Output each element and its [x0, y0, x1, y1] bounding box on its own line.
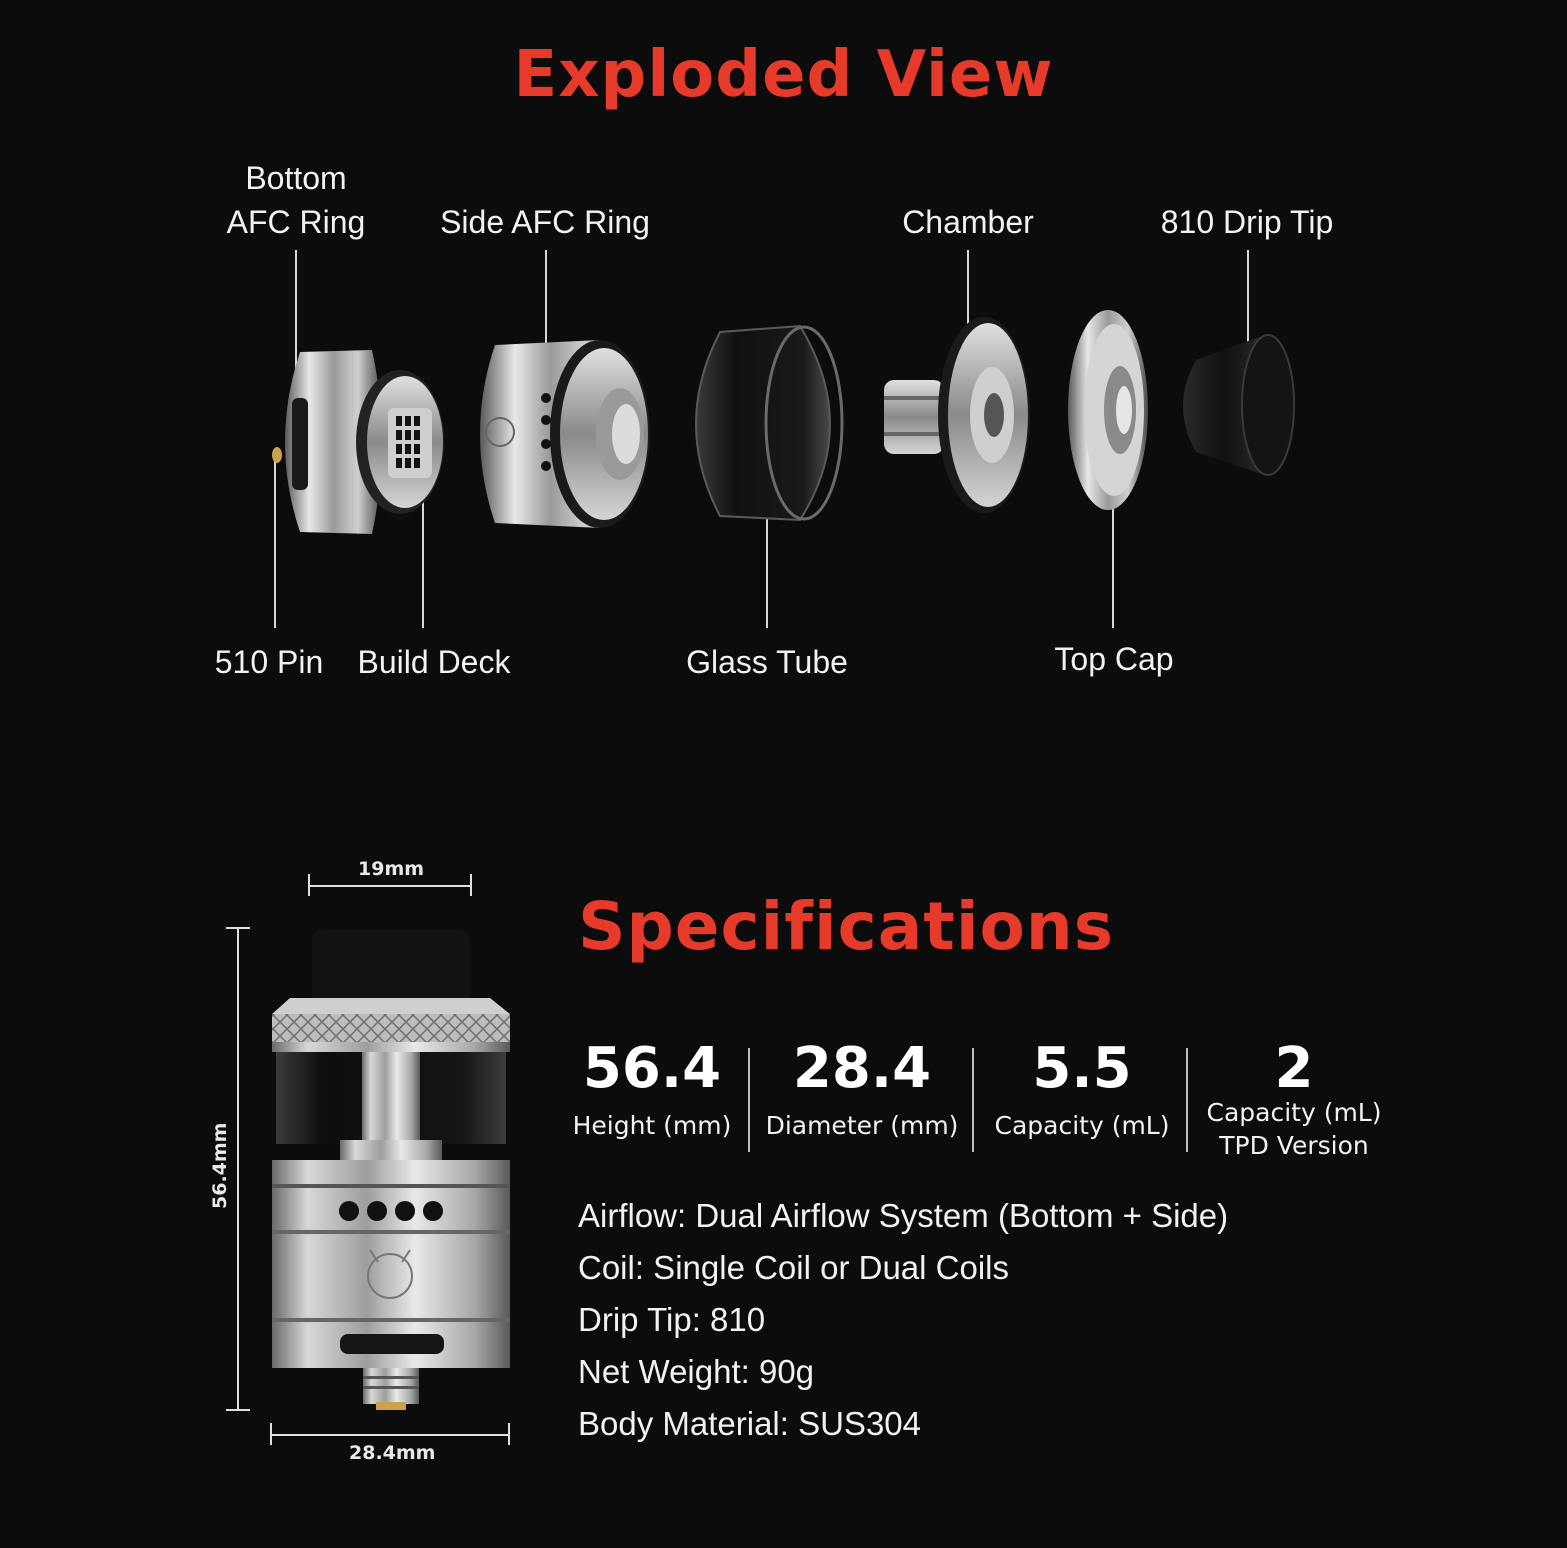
- dim-top-width-label: 19mm: [358, 858, 425, 880]
- stat-divider-1: [748, 1048, 750, 1152]
- label-top-cap: Top Cap: [1054, 641, 1174, 677]
- stat-capacity-value: 5.5: [1032, 1036, 1132, 1101]
- spec-body-material: Body Material: SUS304: [578, 1405, 922, 1442]
- stat-tpd-capacity-caption-line2: TPD Version: [1219, 1131, 1369, 1160]
- specifications-title: Specifications: [578, 888, 1115, 965]
- stat-capacity-caption: Capacity (mL): [994, 1111, 1170, 1140]
- spec-drip-tip: Drip Tip: 810: [578, 1301, 766, 1338]
- stat-divider-3: [1186, 1048, 1188, 1152]
- stat-divider-2: [972, 1048, 974, 1152]
- label-510-pin: 510 Pin: [214, 644, 324, 680]
- label-bottom-afc-ring-line2: AFC Ring: [226, 204, 366, 240]
- dim-height-label: 56.4mm: [209, 1122, 231, 1209]
- label-chamber: Chamber: [902, 204, 1034, 240]
- exploded-view-title: Exploded View: [513, 38, 1054, 112]
- stat-height-value: 56.4: [582, 1036, 722, 1101]
- label-810-drip-tip: 810 Drip Tip: [1160, 204, 1334, 240]
- label-side-afc-ring: Side AFC Ring: [440, 204, 650, 240]
- label-bottom-afc-ring-line1: Bottom: [245, 160, 347, 196]
- label-build-deck: Build Deck: [357, 644, 511, 680]
- stat-height-caption: Height (mm): [572, 1111, 732, 1140]
- spec-airflow: Airflow: Dual Airflow System (Bottom + Side): [578, 1197, 1229, 1234]
- stat-diameter-caption: Diameter (mm): [765, 1111, 959, 1140]
- spec-net-weight: Net Weight: 90g: [578, 1353, 815, 1390]
- spec-coil: Coil: Single Coil or Dual Coils: [578, 1249, 1009, 1286]
- assembled-tank-image: [272, 930, 510, 1410]
- label-glass-tube: Glass Tube: [686, 644, 848, 680]
- dim-bottom-width-label: 28.4mm: [349, 1442, 436, 1464]
- stat-tpd-capacity-value: 2: [1274, 1036, 1314, 1101]
- stat-tpd-capacity-caption-line1: Capacity (mL): [1206, 1098, 1382, 1127]
- stat-diameter-value: 28.4: [792, 1036, 932, 1101]
